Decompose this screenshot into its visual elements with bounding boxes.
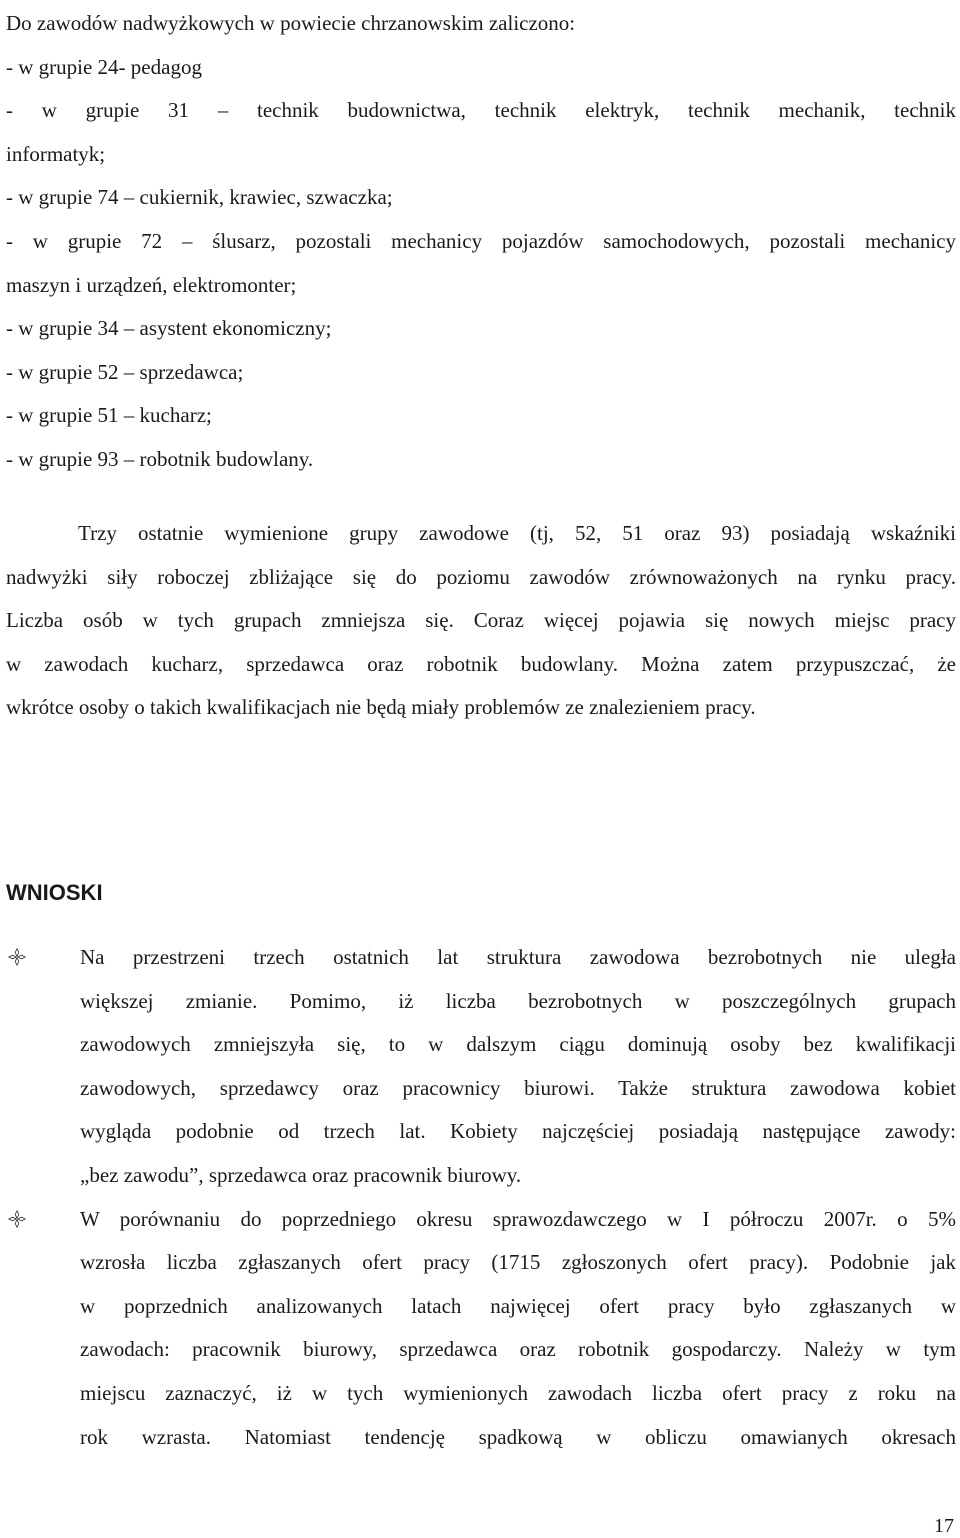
paragraph-line: wkrótce osoby o takich kwalifikacjach nie będą miały problemów ze znalezieniem pracy.	[6, 695, 756, 720]
list-item-group-72: - w grupie 72 – ślusarz, pozostali mechanicy pojazdów samochodowych, pozostali mechanicy	[6, 228, 956, 253]
list-item-group-31: - w grupie 31 – technik budownictwa, technik elektryk, technik mechanik, technik	[6, 98, 956, 123]
intro-sentence: Do zawodów nadwyżkowych w powiecie chrzanowskim zaliczono:	[6, 11, 576, 35]
conclusion-line: zawodowych zmniejszyła się, to w dalszym ciągu dominują osoby bez kwalifikacji	[80, 1032, 956, 1057]
list-item-group-31-continued: informatyk;	[6, 141, 106, 166]
list-item-group-74: - w grupie 74 – cukiernik, krawiec, szwaczka;	[6, 185, 393, 210]
four-diamond-star-icon	[8, 948, 26, 966]
list-item-group-93: - w grupie 93 – robotnik budowlany.	[6, 446, 314, 471]
paragraph-line: Trzy ostatnie wymienione grupy zawodowe (tj, 52, 51 oraz 93) posiadają wskaźniki	[78, 521, 956, 545]
conclusion-line: w poprzednich analizowanych latach najwięcej ofert pracy było zgłaszanych w	[80, 1293, 956, 1318]
conclusion-item	[0, 1198, 956, 1460]
paragraph-line: w zawodach kucharz, sprzedawca oraz robotnik budowlany. Można zatem przypuszczać, że	[6, 651, 956, 676]
page-number: 17	[934, 1515, 954, 1537]
list-item-group-52: - w grupie 52 – sprzedawca;	[6, 359, 244, 384]
paragraph-line: Liczba osób w tych grupach zmniejsza się. Coraz więcej pojawia się nowych miejsc pracy	[6, 608, 956, 633]
conclusion-item	[0, 936, 956, 1198]
conclusion-line: rok wzrasta. Natomiast tendencję spadkową w obliczu omawianych okresach	[80, 1424, 956, 1449]
list-item-group-51: - w grupie 51 – kucharz;	[6, 403, 212, 428]
analysis-paragraph	[6, 512, 956, 730]
conclusions-list	[0, 936, 960, 1459]
conclusion-line: większej zmianie. Pomimo, iż liczba bezrobotnych w poszczególnych grupach	[80, 988, 956, 1013]
list-item-group-72-continued: maszyn i urządzeń, elektromonter;	[6, 272, 297, 297]
occupation-list-section	[6, 2, 956, 482]
conclusion-line: wzrosła liczba zgłaszanych ofert pracy (1715 zgłoszonych ofert pracy). Podobnie jak	[80, 1250, 956, 1275]
conclusion-line: zawodach: pracownik biurowy, sprzedawca oraz robotnik gospodarczy. Należy w tym	[80, 1337, 956, 1362]
conclusion-line: wygląda podobnie od trzech lat. Kobiety najczęściej posiadają następujące zawody:	[80, 1119, 956, 1144]
conclusion-line: „bez zawodu”, sprzedawca oraz pracownik biurowy.	[80, 1162, 522, 1187]
list-item-group-34: - w grupie 34 – asystent ekonomiczny;	[6, 316, 332, 341]
four-diamond-star-icon	[8, 1210, 26, 1228]
conclusion-line: W porównaniu do poprzedniego okresu sprawozdawczego w I półroczu 2007r. o 5%	[80, 1206, 956, 1231]
list-item-group-24: - w grupie 24- pedagog	[6, 54, 202, 79]
conclusion-line: zawodowych, sprzedawcy oraz pracownicy biurowi. Także struktura zawodowa kobiet	[80, 1075, 956, 1100]
section-heading: WNIOSKI	[6, 880, 103, 905]
paragraph-line: nadwyżki siły roboczej zbliżające się do poziomu zawodów zrównoważonych na rynku pracy.	[6, 564, 956, 589]
conclusion-line: miejscu zaznaczyć, iż w tych wymienionych zawodach liczba ofert pracy z roku na	[80, 1380, 956, 1405]
conclusion-line: Na przestrzeni trzech ostatnich lat struktura zawodowa bezrobotnych nie uległa	[80, 945, 956, 969]
